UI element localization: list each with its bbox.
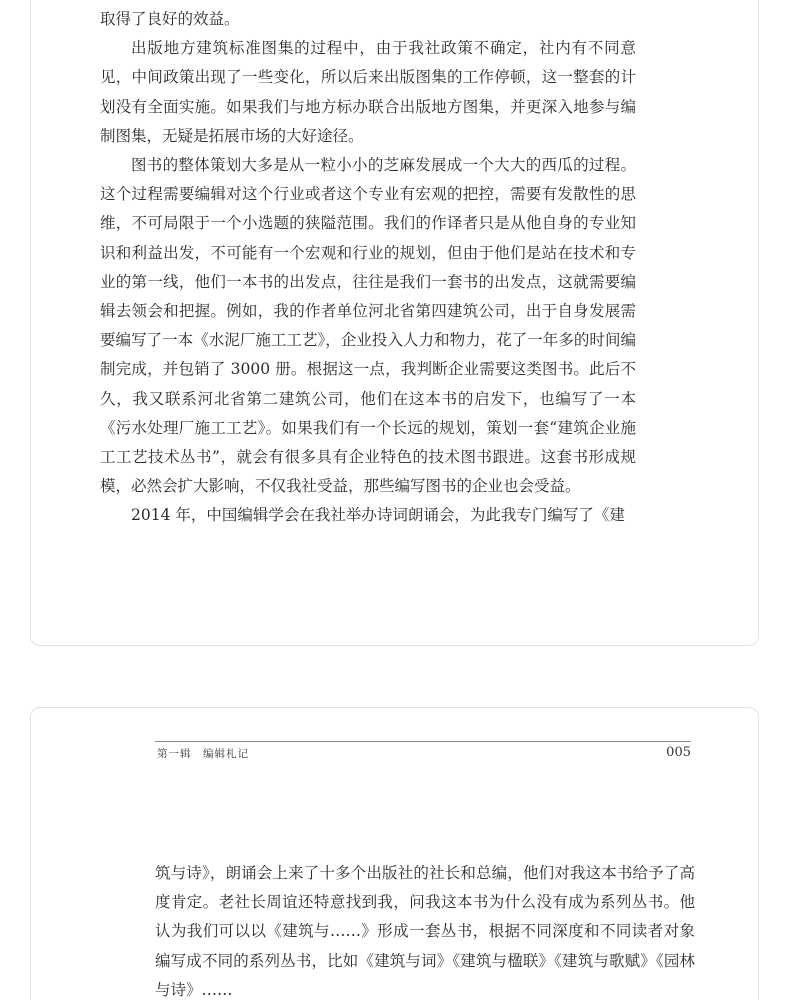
book-page-bottom <box>30 707 759 1000</box>
page-number: 005 <box>666 745 691 760</box>
paragraph-poetry-recital: 2014 年，中国编辑学会在我社举办诗词朗诵会，为此我专门编写了《建 <box>131 506 625 525</box>
paragraph-local-standards: 出版地方建筑标准图集的过程中，由于我社政策不确定，社内有不同意见，中间政策出现了一些变化，所以后来出版图集的工作停顿，这一整套的计划没有全面实施。如果我们与地方标办联合出版地方图集，并更深入地参与编制图集，无疑是拓展市场的大好途径。 <box>100 39 636 145</box>
page-body-text <box>155 859 695 1000</box>
paragraph-book-planning: 图书的整体策划大多是从一粒小小的芝麻发展成一个大大的西瓜的过程。这个过程需要编辑对这个行业或者这个专业有宏观的把控，需要有发散性的思维，不可局限于一个小选题的狭隘范围。我们的作译者只是从他自身的专业知识和利益出发，不可能有一个宏观和行业的规划，但由于他们是站在技术和专业的第一线，他们一本书的出发点，往往是我们一套书的出发点，这就需要编辑去领会和把握。例如，我的作者单位河北省第四建筑公司，出于自身发展需要编写了一本《水泥厂施工工艺》，企业投入人力和物力，花了一年多的时间编制完成，并包销了 3000 册。根据这一点，我判断企业需要这类图书。此后不久，我又联系河北省第二建筑公司，他们在这本书的启发下，也编写了一本《污水处理厂施工工艺》。如果我们有一个长远的规划，策划一套“建筑企业施工工艺技术丛书”，就会有很多具有企业特色的技术图书跟进。这套书形成规模，必然会扩大影响，不仅我社受益，那些编写图书的企业也会受益。 <box>100 156 636 496</box>
paragraph-continuation: 取得了良好的效益。 <box>100 10 240 28</box>
page-body-text <box>100 5 636 531</box>
chapter-title: 第一辑 编辑札记 <box>157 748 249 760</box>
running-header <box>155 741 691 764</box>
paragraph-series-idea: 筑与诗》，朗诵会上来了十多个出版社的社长和总编，他们对我这本书给予了高度肯定。老社长周谊还特意找到我，问我这本书为什么没有成为系列丛书。他认为我们可以以《建筑与……》形成一套丛书，根据不同深度和不同读者对象编写成不同的系列丛书，比如《建筑与词》《建筑与楹联》《建筑与歌赋》《园林与诗》…… <box>155 864 695 999</box>
book-page-top <box>30 0 759 646</box>
